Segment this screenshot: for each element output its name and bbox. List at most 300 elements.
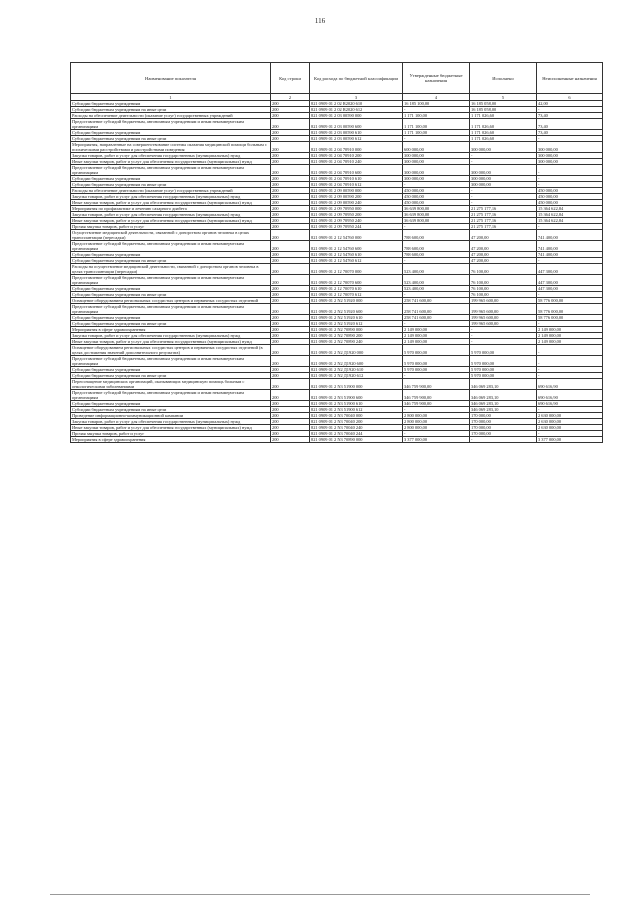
cell-line-code: 200 [271, 258, 310, 264]
cell-indicator-name: Предоставление субсидий бюджетным, автономным учреждениям и иным некоммерческим организациям [71, 304, 271, 315]
cell-budget-code: 821 0909 01 2 04 70910 610 [310, 176, 403, 182]
cell-indicator-name: Предоставление субсидий бюджетным, автономным учреждениям и иным некоммерческим организациям [71, 356, 271, 367]
table-header-row [71, 63, 603, 94]
table-row [71, 345, 603, 356]
cell-indicator-name: Субсидии бюджетным учреждениям на иные цели [71, 292, 271, 298]
cell-line-code: 200 [271, 339, 310, 345]
cell-budget-code: 821 0909 01 2 09 00590 000 [310, 188, 403, 194]
cell-approved: - [403, 258, 470, 264]
cell-approved: 346 759 900,00 [403, 401, 470, 407]
cell-budget-code: 821 0909 01 2 N2 Д1920 000 [310, 345, 403, 356]
cell-unexecuted: 2 630 000,00 [537, 413, 603, 419]
column-number: 5 [470, 94, 537, 101]
cell-indicator-name: Субсидии бюджетным учреждениям на иные цели [71, 321, 271, 327]
cell-unexecuted: 2 149 000,00 [537, 327, 603, 333]
table-row [71, 142, 603, 153]
cell-budget-code: 821 0909 01 2 N2 Д1920 600 [310, 356, 403, 367]
cell-budget-code: 821 0909 01 2 N3 70890 000 [310, 437, 403, 443]
cell-indicator-name: Мероприятия по профилактике и лечению сахарного диабета [71, 206, 271, 212]
cell-line-code: 200 [271, 113, 310, 119]
cell-executed: 21 275 177,16 [470, 212, 537, 218]
cell-approved: - [403, 373, 470, 379]
cell-budget-code: 821 0909 01 2 03 00590 600 [310, 119, 403, 130]
cell-indicator-name: Субсидии бюджетным учреждениям [71, 176, 271, 182]
cell-approved: 2 800 000,00 [403, 413, 470, 419]
cell-line-code: 200 [271, 182, 310, 188]
cell-unexecuted: 58 776 000,00 [537, 298, 603, 304]
cell-unexecuted: 2 630 000,00 [537, 419, 603, 425]
cell-executed: 5 970 000,00 [470, 356, 537, 367]
cell-line-code: 200 [271, 107, 310, 113]
page-number: 116 [314, 17, 326, 25]
cell-line-code: 200 [271, 176, 310, 182]
cell-indicator-name: Предоставление субсидий бюджетным, автономным учреждениям и иным некоммерческим организациям [71, 390, 271, 401]
cell-executed: 5 970 000,00 [470, 367, 537, 373]
cell-line-code: 200 [271, 304, 310, 315]
cell-approved: 523 400,00 [403, 264, 470, 275]
cell-indicator-name: Осуществление медицинской деятельности, связанной с донорством органов человека в целях трансплантации (пересадки) [71, 230, 271, 241]
cell-line-code: 200 [271, 298, 310, 304]
cell-budget-code: 821 0909 01 2 N3 70040 200 [310, 419, 403, 425]
cell-executed: - [470, 188, 537, 194]
cell-line-code: 200 [271, 321, 310, 327]
cell-line-code: 200 [271, 188, 310, 194]
column-number-row [71, 94, 603, 101]
cell-indicator-name: Закупка товаров, работ и услуг для обеспечения государственных (муниципальных) нужд [71, 153, 271, 159]
cell-indicator-name: Прочая закупка товаров, работ и услуг [71, 224, 271, 230]
cell-line-code: 200 [271, 252, 310, 258]
cell-line-code: 200 [271, 425, 310, 431]
cell-approved: 258 741 600,00 [403, 298, 470, 304]
cell-executed: 1 171 026,60 [470, 113, 537, 119]
cell-line-code: 200 [271, 264, 310, 275]
table-row [71, 230, 603, 241]
cell-executed: - [470, 159, 537, 165]
cell-unexecuted: 447 300,00 [537, 275, 603, 286]
cell-executed: - [470, 333, 537, 339]
cell-executed: 21 275 177,16 [470, 206, 537, 212]
cell-line-code: 200 [271, 367, 310, 373]
cell-approved: 2 149 000,00 [403, 339, 470, 345]
cell-budget-code: 821 0909 01 2 04 70910 240 [310, 159, 403, 165]
cell-line-code: 200 [271, 401, 310, 407]
cell-unexecuted: 15 364 622,84 [537, 218, 603, 224]
cell-executed: 76 100,00 [470, 264, 537, 275]
cell-unexecuted: 58 776 000,00 [537, 304, 603, 315]
cell-budget-code: 821 0909 01 2 N2 51920 612 [310, 321, 403, 327]
cell-budget-code: 821 0909 01 2 09 70950 244 [310, 224, 403, 230]
cell-budget-code: 821 0909 01 2 04 70910 000 [310, 142, 403, 153]
cell-budget-code: 821 0909 01 2 N2 51920 600 [310, 304, 403, 315]
budget-execution-table [70, 62, 603, 443]
cell-executed: - [470, 327, 537, 333]
cell-executed: 346 069 283,10 [470, 390, 537, 401]
cell-approved: 5 970 000,00 [403, 367, 470, 373]
cell-executed: 170 000,00 [470, 413, 537, 419]
cell-unexecuted: 741 400,00 [537, 230, 603, 241]
cell-approved: 1 171 100,00 [403, 113, 470, 119]
cell-line-code: 200 [271, 431, 310, 437]
table-row [71, 437, 603, 443]
cell-approved: 2 800 000,00 [403, 425, 470, 431]
cell-executed: - [470, 153, 537, 159]
cell-line-code: 200 [271, 345, 310, 356]
cell-line-code: 200 [271, 142, 310, 153]
cell-executed: - [470, 339, 537, 345]
cell-budget-code: 821 0909 01 2 12 70070 000 [310, 264, 403, 275]
cell-indicator-name: Расходы на осуществление медицинской деятельности, связанной с донорством органов человека в целях трансплантации (пересадки) [71, 264, 271, 275]
cell-unexecuted: - [537, 107, 603, 113]
footer-divider [50, 894, 590, 895]
cell-executed: 1 171 026,60 [470, 130, 537, 136]
cell-unexecuted: - [537, 224, 603, 230]
cell-unexecuted: 2 149 000,00 [537, 333, 603, 339]
cell-executed: 170 000,00 [470, 419, 537, 425]
cell-approved: - [403, 292, 470, 298]
cell-indicator-name: Субсидии бюджетным учреждениям на иные цели [71, 373, 271, 379]
cell-line-code: 200 [271, 315, 310, 321]
cell-line-code: 200 [271, 333, 310, 339]
cell-approved: 300 000,00 [403, 165, 470, 176]
table-row [71, 165, 603, 176]
cell-unexecuted: 42,00 [537, 101, 603, 107]
cell-budget-code: 821 0909 01 2 N2 51920 610 [310, 315, 403, 321]
cell-line-code: 200 [271, 327, 310, 333]
table-row [71, 119, 603, 130]
cell-indicator-name: Закупка товаров, работ и услуг для обеспечения государственных (муниципальных) нужд [71, 194, 271, 200]
cell-line-code: 200 [271, 292, 310, 298]
cell-approved: 523 400,00 [403, 275, 470, 286]
cell-budget-code: 821 0909 01 2 12 54760 612 [310, 258, 403, 264]
cell-executed: 47 200,00 [470, 252, 537, 258]
cell-line-code: 200 [271, 419, 310, 425]
cell-unexecuted: - [537, 182, 603, 188]
cell-budget-code: 821 0909 01 2 12 54760 600 [310, 241, 403, 252]
table-row [71, 390, 603, 401]
cell-line-code: 200 [271, 165, 310, 176]
cell-budget-code: 821 0909 01 2 N2 70890 240 [310, 339, 403, 345]
cell-executed: 300 000,00 [470, 165, 537, 176]
cell-line-code: 200 [271, 194, 310, 200]
cell-indicator-name: Субсидии бюджетным учреждениям на иные цели [71, 107, 271, 113]
cell-executed: 300 000,00 [470, 176, 537, 182]
cell-unexecuted: 15 364 622,84 [537, 206, 603, 212]
table-row [71, 356, 603, 367]
cell-unexecuted: 2 149 000,00 [537, 339, 603, 345]
cell-line-code: 200 [271, 101, 310, 107]
cell-budget-code: 821 0909 01 2 N3 51900 600 [310, 390, 403, 401]
cell-budget-code: 821 0909 01 2 12 54760 000 [310, 230, 403, 241]
column-number: 4 [403, 94, 470, 101]
cell-approved: 2 149 000,00 [403, 327, 470, 333]
cell-indicator-name: Иные закупки товаров, работ и услуг для обеспечения государственных (муниципальных) нужд [71, 425, 271, 431]
cell-unexecuted: - [537, 373, 603, 379]
cell-budget-code: 821 0909 01 2 03 00590 610 [310, 130, 403, 136]
cell-budget-code: 821 0909 01 2 12 70070 600 [310, 275, 403, 286]
cell-budget-code: 821 0909 01 2 N3 70040 244 [310, 431, 403, 437]
cell-line-code: 200 [271, 136, 310, 142]
header-unexecuted: Неисполненные назначения [537, 63, 603, 94]
cell-budget-code: 821 0909 01 2 09 70950 000 [310, 206, 403, 212]
cell-indicator-name: Расходы на обеспечение деятельности (оказание услуг) государственных учреждений [71, 188, 271, 194]
cell-approved: 2 149 000,00 [403, 333, 470, 339]
cell-approved: 36 639 800,00 [403, 212, 470, 218]
cell-budget-code: 821 0909 01 2 N2 Д1920 612 [310, 373, 403, 379]
cell-line-code: 200 [271, 356, 310, 367]
cell-line-code: 200 [271, 390, 310, 401]
cell-executed: 47 200,00 [470, 230, 537, 241]
cell-unexecuted: 447 300,00 [537, 286, 603, 292]
cell-line-code: 200 [271, 212, 310, 218]
column-number: 6 [537, 94, 603, 101]
table-body [71, 101, 603, 443]
table-row [71, 241, 603, 252]
cell-unexecuted: - [537, 165, 603, 176]
cell-unexecuted: 2 630 000,00 [537, 425, 603, 431]
cell-budget-code: 821 0909 01 2 03 00590 612 [310, 136, 403, 142]
cell-executed: 1 171 026,60 [470, 136, 537, 142]
cell-approved: 2 800 000,00 [403, 419, 470, 425]
cell-budget-code: 821 0909 01 2 12 54760 610 [310, 252, 403, 258]
cell-executed: 170 000,00 [470, 425, 537, 431]
cell-indicator-name: Предоставление субсидий бюджетным, автономным учреждениям и иным некоммерческим организациям [71, 119, 271, 130]
column-number: 2 [271, 94, 310, 101]
cell-indicator-name: Иные закупки товаров, работ и услуг для обеспечения государственных (муниципальных) нужд [71, 200, 271, 206]
cell-budget-code: 821 0909 01 2 12 70070 612 [310, 292, 403, 298]
cell-executed: 16 185 058,00 [470, 107, 537, 113]
cell-line-code: 200 [271, 286, 310, 292]
table-row [71, 379, 603, 390]
cell-indicator-name: Мероприятия в сфере здравоохранения [71, 437, 271, 443]
cell-executed: 346 069 283,10 [470, 407, 537, 413]
cell-approved: - [403, 107, 470, 113]
header-line-code: Код строки [271, 63, 310, 94]
cell-budget-code: 821 0909 01 2 N3 70040 000 [310, 413, 403, 419]
cell-budget-code: 821 0909 01 2 09 00590 200 [310, 194, 403, 200]
cell-budget-code: 821 0909 01 2 09 70950 240 [310, 218, 403, 224]
cell-executed: - [470, 194, 537, 200]
cell-indicator-name: Субсидии бюджетным учреждениям [71, 252, 271, 258]
cell-executed: 1 171 026,60 [470, 119, 537, 130]
cell-unexecuted: 15 364 622,84 [537, 212, 603, 218]
header-approved: Утвержденные бюджетные назначения [403, 63, 470, 94]
cell-indicator-name: Расходы на обеспечение деятельности (оказание услуг) государственных учреждений [71, 113, 271, 119]
cell-unexecuted: - [537, 176, 603, 182]
cell-executed: 76 100,00 [470, 275, 537, 286]
table-row [71, 275, 603, 286]
cell-budget-code: 821 0909 01 2 N2 51920 000 [310, 298, 403, 304]
cell-indicator-name: Субсидии бюджетным учреждениям [71, 286, 271, 292]
cell-approved: - [403, 321, 470, 327]
cell-unexecuted: - [537, 345, 603, 356]
cell-line-code: 200 [271, 373, 310, 379]
cell-indicator-name: Иные закупки товаров, работ и услуг для обеспечения государственных (муниципальных) нужд [71, 218, 271, 224]
cell-executed: 300 000,00 [470, 142, 537, 153]
cell-unexecuted: 690 616,90 [537, 379, 603, 390]
cell-approved: 36 639 800,00 [403, 206, 470, 212]
cell-line-code: 200 [271, 153, 310, 159]
cell-unexecuted: - [537, 356, 603, 367]
cell-line-code: 200 [271, 200, 310, 206]
cell-executed: 346 069 283,10 [470, 401, 537, 407]
cell-executed: 170 000,00 [470, 431, 537, 437]
cell-line-code: 200 [271, 379, 310, 390]
cell-unexecuted: 73,40 [537, 119, 603, 130]
cell-approved: 450 000,00 [403, 188, 470, 194]
cell-line-code: 200 [271, 230, 310, 241]
cell-approved: 346 759 900,00 [403, 390, 470, 401]
cell-unexecuted: 690 616,90 [537, 390, 603, 401]
cell-budget-code: 821 0909 01 2 09 70950 200 [310, 212, 403, 218]
cell-approved: 5 970 000,00 [403, 345, 470, 356]
cell-approved: 1 171 100,00 [403, 130, 470, 136]
cell-indicator-name: Предоставление субсидий бюджетным, автономным учреждениям и иным некоммерческим организациям [71, 275, 271, 286]
cell-executed: 21 275 177,16 [470, 218, 537, 224]
cell-approved: 36 639 800,00 [403, 218, 470, 224]
cell-unexecuted: - [537, 321, 603, 327]
cell-line-code: 200 [271, 130, 310, 136]
cell-budget-code: 821 0909 01 2 04 70910 612 [310, 182, 403, 188]
cell-indicator-name: Субсидии бюджетным учреждениям [71, 101, 271, 107]
cell-approved: 258 741 600,00 [403, 304, 470, 315]
cell-executed: - [470, 200, 537, 206]
cell-indicator-name: Субсидии бюджетным учреждениям [71, 315, 271, 321]
cell-approved: 300 000,00 [403, 176, 470, 182]
cell-approved: 788 600,00 [403, 252, 470, 258]
cell-unexecuted: - [537, 407, 603, 413]
cell-unexecuted: 3 377 000,00 [537, 437, 603, 443]
table-row [71, 264, 603, 275]
cell-executed: 16 185 058,00 [470, 101, 537, 107]
cell-budget-code: 821 0909 01 2 02 R2020 610 [310, 101, 403, 107]
cell-unexecuted: 741 400,00 [537, 252, 603, 258]
cell-indicator-name: Проведение информационно-коммуникационной кампании [71, 413, 271, 419]
cell-budget-code: 821 0909 01 2 N2 70890 200 [310, 333, 403, 339]
cell-line-code: 200 [271, 275, 310, 286]
cell-budget-code: 821 0909 01 2 04 70910 600 [310, 165, 403, 176]
cell-approved: 450 000,00 [403, 200, 470, 206]
cell-unexecuted: - [537, 431, 603, 437]
cell-indicator-name: Субсидии бюджетным учреждениям [71, 401, 271, 407]
cell-executed: 76 100,00 [470, 292, 537, 298]
column-number: 3 [310, 94, 403, 101]
header-indicator-name: Наименование показателя [71, 63, 271, 94]
cell-approved: 300 000,00 [403, 159, 470, 165]
cell-budget-code: 821 0909 01 2 N2 Д1920 610 [310, 367, 403, 373]
cell-approved: 3 377 000,00 [403, 437, 470, 443]
cell-approved: - [403, 224, 470, 230]
cell-budget-code: 821 0909 01 2 N3 51900 610 [310, 401, 403, 407]
cell-budget-code: 821 0909 01 2 N3 51900 000 [310, 379, 403, 390]
cell-approved: 523 400,00 [403, 286, 470, 292]
cell-indicator-name: Закупка товаров, работ и услуг для обеспечения государственных (муниципальных) нужд [71, 419, 271, 425]
cell-unexecuted: 300 000,00 [537, 153, 603, 159]
cell-unexecuted: 450 000,00 [537, 200, 603, 206]
cell-indicator-name: Субсидии бюджетным учреждениям на иные цели [71, 407, 271, 413]
cell-executed: 5 970 000,00 [470, 373, 537, 379]
cell-executed: 199 965 600,00 [470, 315, 537, 321]
cell-executed: 346 069 283,10 [470, 379, 537, 390]
cell-approved: 1 171 100,00 [403, 119, 470, 130]
cell-executed: 199 965 600,00 [470, 321, 537, 327]
cell-budget-code: 821 0909 01 2 N3 70040 240 [310, 425, 403, 431]
cell-executed: 47 200,00 [470, 258, 537, 264]
cell-approved: 346 759 900,00 [403, 379, 470, 390]
cell-budget-code: 821 0909 01 2 N3 51900 612 [310, 407, 403, 413]
cell-unexecuted: 741 400,00 [537, 241, 603, 252]
cell-executed: 5 970 000,00 [470, 345, 537, 356]
cell-executed: 47 200,00 [470, 241, 537, 252]
cell-indicator-name: Оснащение оборудованием региональных сосудистых центров и первичных сосудистых отделений (в целях достижения значений дополнительного результата) [71, 345, 271, 356]
cell-indicator-name: Переоснащение медицинских организаций, оказывающих медицинскую помощь больным с онкологическими заболеваниями [71, 379, 271, 390]
cell-unexecuted: 300 000,00 [537, 159, 603, 165]
cell-unexecuted: 450 000,00 [537, 194, 603, 200]
column-number: 1 [71, 94, 271, 101]
cell-approved: 450 000,00 [403, 194, 470, 200]
cell-line-code: 200 [271, 206, 310, 212]
cell-unexecuted: 447 300,00 [537, 264, 603, 275]
cell-unexecuted: - [537, 136, 603, 142]
cell-approved: 788 600,00 [403, 230, 470, 241]
cell-budget-code: 821 0909 01 2 12 70070 610 [310, 286, 403, 292]
cell-indicator-name: Субсидии бюджетным учреждениям [71, 367, 271, 373]
header-executed: Исполнено [470, 63, 537, 94]
cell-line-code: 200 [271, 218, 310, 224]
cell-approved: - [403, 407, 470, 413]
cell-unexecuted: 73,40 [537, 130, 603, 136]
cell-approved: 258 741 600,00 [403, 315, 470, 321]
cell-executed: 199 965 600,00 [470, 304, 537, 315]
cell-executed: - [470, 437, 537, 443]
cell-indicator-name: Субсидии бюджетным учреждениям на иные цели [71, 136, 271, 142]
cell-approved: 600 000,00 [403, 142, 470, 153]
cell-unexecuted: 58 776 000,00 [537, 315, 603, 321]
cell-approved: 300 000,00 [403, 153, 470, 159]
cell-budget-code: 821 0909 01 2 02 R2020 612 [310, 107, 403, 113]
cell-approved: 5 970 000,00 [403, 356, 470, 367]
cell-budget-code: 821 0909 01 2 04 70910 200 [310, 153, 403, 159]
cell-approved: 16 185 100,00 [403, 101, 470, 107]
cell-budget-code: 821 0909 01 2 03 00590 000 [310, 113, 403, 119]
cell-line-code: 200 [271, 224, 310, 230]
cell-executed: 76 100,00 [470, 286, 537, 292]
cell-line-code: 200 [271, 407, 310, 413]
cell-unexecuted: - [537, 292, 603, 298]
cell-budget-code: 821 0909 01 2 N2 70890 000 [310, 327, 403, 333]
cell-indicator-name: Предоставление субсидий бюджетным, автономным учреждениям и иным некоммерческим организациям [71, 241, 271, 252]
cell-unexecuted: - [537, 258, 603, 264]
cell-indicator-name: Оснащение оборудованием региональных сосудистых центров и первичных сосудистых отделений [71, 298, 271, 304]
cell-indicator-name: Мероприятия, направленные на совершенствование системы оказания медицинской помощи больным с психическими расстройствами и расстройствами поведения [71, 142, 271, 153]
cell-indicator-name: Субсидии бюджетным учреждениям на иные цели [71, 182, 271, 188]
cell-unexecuted: 690 616,90 [537, 401, 603, 407]
cell-indicator-name: Мероприятия в сфере здравоохранения [71, 327, 271, 333]
cell-indicator-name: Закупка товаров, работ и услуг для обеспечения государственных (муниципальных) нужд [71, 333, 271, 339]
cell-indicator-name: Субсидии бюджетным учреждениям на иные цели [71, 258, 271, 264]
cell-executed: 199 965 600,00 [470, 298, 537, 304]
cell-line-code: 200 [271, 241, 310, 252]
header-budget-code: Код расхода по бюджетной классификации [310, 63, 403, 94]
table-row [71, 304, 603, 315]
cell-unexecuted: 300 000,00 [537, 142, 603, 153]
cell-indicator-name: Предоставление субсидий бюджетным, автономным учреждениям и иным некоммерческим организациям [71, 165, 271, 176]
cell-line-code: 200 [271, 119, 310, 130]
cell-approved: - [403, 431, 470, 437]
cell-executed: 21 275 177,16 [470, 224, 537, 230]
cell-indicator-name: Субсидии бюджетным учреждениям [71, 130, 271, 136]
cell-unexecuted: 450 000,00 [537, 188, 603, 194]
cell-indicator-name: Прочая закупка товаров, работ и услуг [71, 431, 271, 437]
